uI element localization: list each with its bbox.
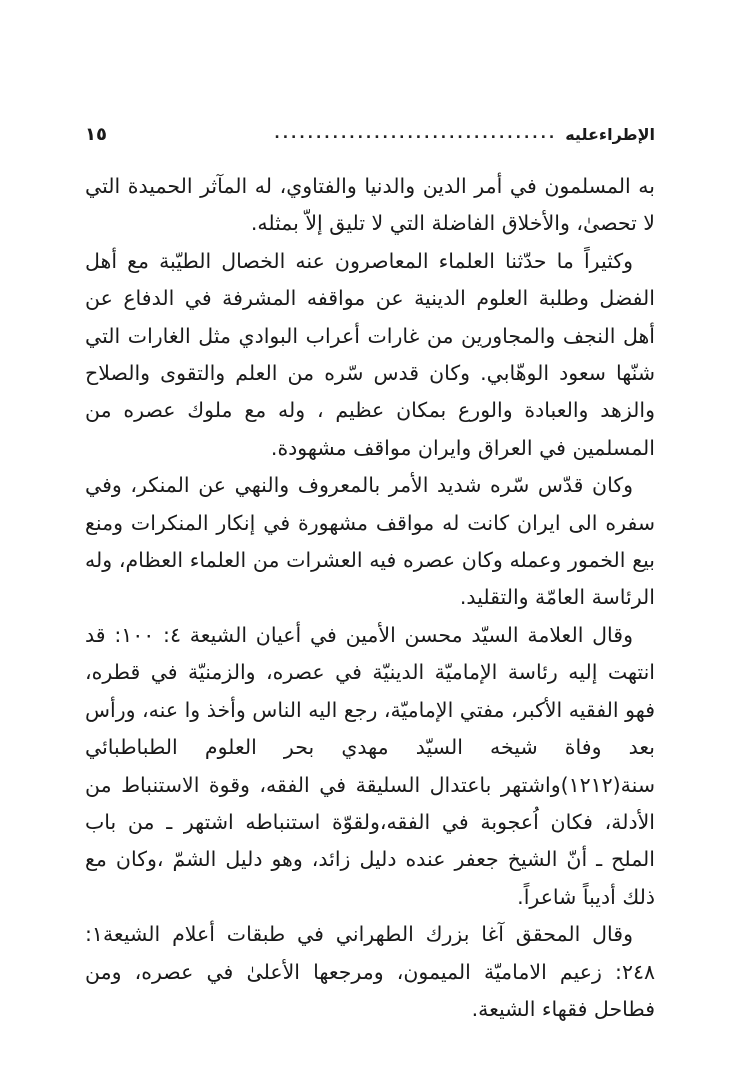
paragraph-2: وكثيراً ما حدّثنا العلماء المعاصرون عنه الخصال الطيّبة مع أهل الفضل وطلبة العلوم الدينية عن مواقفه المشرفة في الدفاع عن أهل النجف والمجاورين من غارات أعراب البوادي مثل الغارات التي شنّها سعود الوهّابي. وكان قدس سّره من العلم والتقوى والصلاح والزهد والعبادة والورع بمكان عظيم ، وله مع ملوك عصره من المسلمين في العراق وايران مواقف مشهودة. bbox=[85, 248, 655, 460]
header-dot-leader: .................................. bbox=[274, 126, 558, 142]
header-title: الإطراءعليه bbox=[565, 124, 655, 144]
paragraph-3: وكان قدّس سّره شديد الأمر بالمعروف والنهي عن المنكر، وفي سفره الى ايران كانت له مواقف مشهورة في إنكار المنكرات ومنع بيع الخمور وعمله وكان عصره فيه العشرات من العلماء العظام، وله الرئاسة العامّة والتقليد. bbox=[85, 473, 655, 610]
paragraph-5: وقال المحقق آغا بزرك الطهراني في طبقات أعلام الشيعة١: ٢٤٨: زعيم الاماميّة الميمون، ومرجعها الأعلىٰ في عصره، ومن فطاحل فقهاء الشيعة. bbox=[85, 922, 655, 1021]
paragraph-4: وقال العلامة السيّد محسن الأمين في أعيان الشيعة ٤: ١٠٠: قد انتهت إليه رئاسة الإماميّة الدينيّة في عصره، والزمنيّة في قطره، فهو الفقيه الأكبر، مفتي الإماميّة، رجع اليه الناس وأخذ وا عنه، ورأس بعد وفاة شيخه السيّد مهدي بحر العلوم الطباطبائي سنة(١٢١٢)واشتهر باعتدال السليقة في الفقه، وقوة الاستنباط من الأدلة، فكان اُعجوبة في الفقه،ولقوّة استنباطه اشتهر ـ من باب الملح ـ أنّ الشيخ جعفر عنده دليل زائد، وهو دليل الشمّ ،وكان مع ذلك أديباً شاعراً. bbox=[85, 622, 655, 909]
running-header bbox=[85, 120, 655, 148]
body-text bbox=[85, 168, 655, 1028]
paragraph-1: به المسلمون في أمر الدين والدنيا والفتاوي، له المآثر الحميدة التي لا تحصىٰ، والأخلاق الفاضلة التي لا تليق إلاّ بمثله. bbox=[85, 174, 655, 236]
page-number: ١٥ bbox=[85, 123, 107, 145]
